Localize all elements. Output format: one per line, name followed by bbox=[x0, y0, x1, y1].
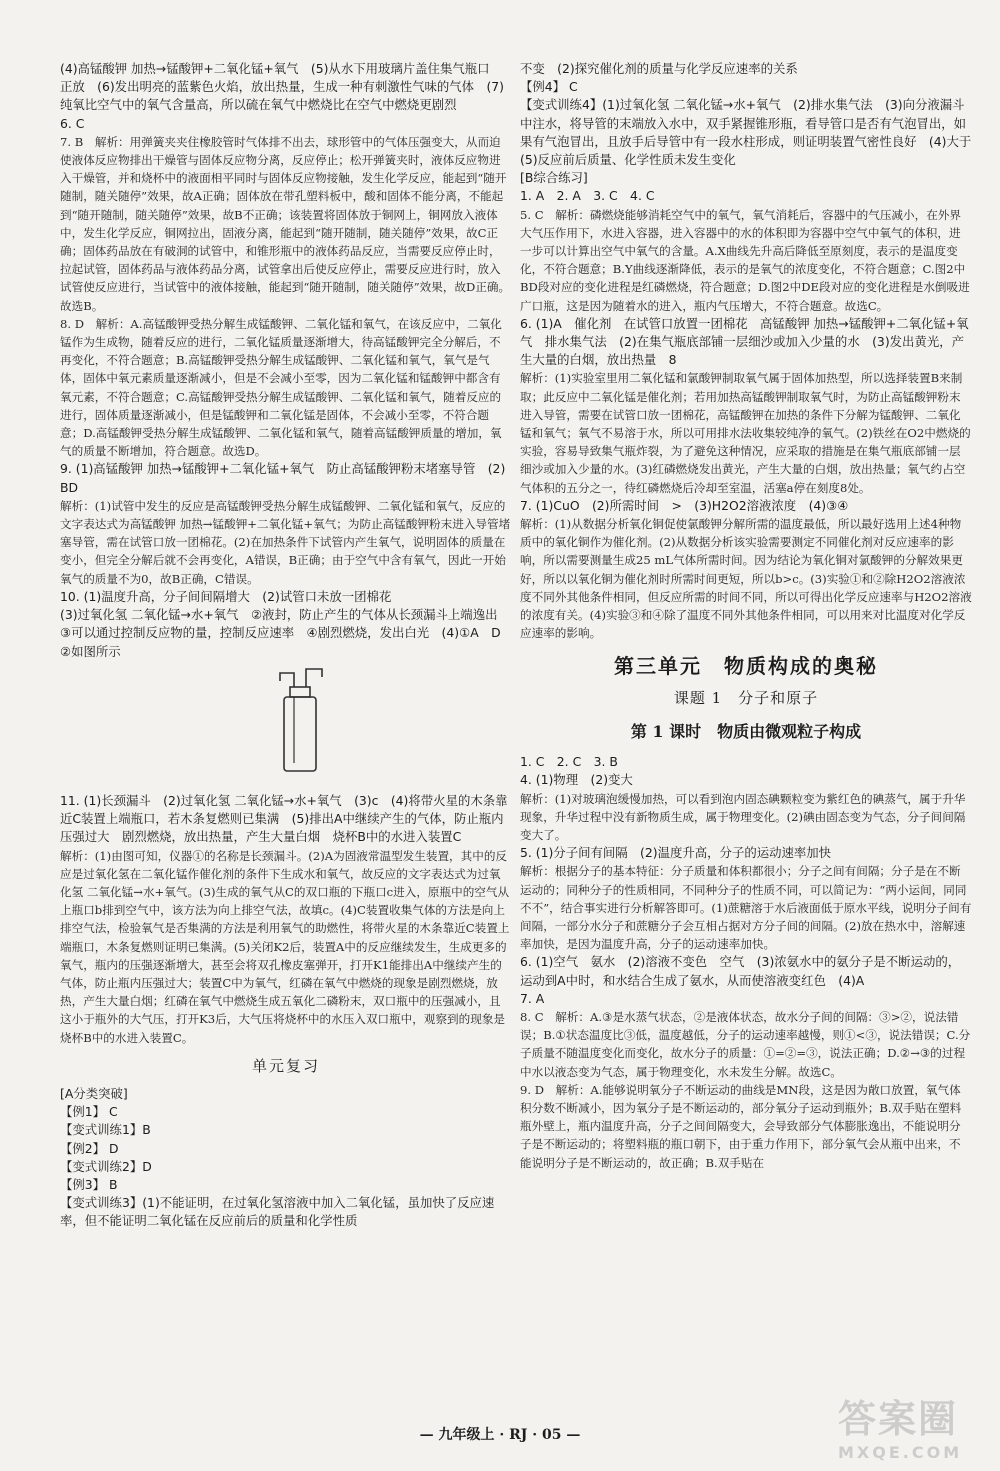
answer-4: 4. (1)物理 (2)变大 bbox=[520, 772, 633, 788]
answer-8: 8. C 解析：A.③是水蒸气状态，②是液体状态，故水分子间的间隔：③>②，说法错误；B.①状态温度比③低，温度越低，分子的运动速率越慢，则①<③，说法错误；C.分子质量不随温度变化而变化，故水分子的质量：①=②=③，说法正确；D.②→③的过程中水以液态变为气态，属于物理变化，水未发生分解。故选C。 bbox=[520, 1009, 971, 1079]
review-line: 【变式训练3】(1)不能证明，在过氧化氢溶液中加入二氧化锰，虽加快了反应速率，但不能证明二氧化锰在反应前后的质量和化学性质 bbox=[60, 1195, 495, 1229]
period-title: 第 1 课时 物质由微观粒子构成 bbox=[630, 721, 862, 741]
page-footer: — 九年级上 · RJ · 05 — bbox=[419, 1427, 581, 1443]
answer-4-explanation: 解析：(1)对玻璃泡缓慢加热，可以看到泡内固态碘颗粒变为紫红色的碘蒸气，属于升华现象，升华过程中没有新物质生成，属于物理变化。(2)碘由固态变为气态，分子间间隔变大了。 bbox=[520, 791, 966, 842]
answer-6: 6. C bbox=[60, 115, 85, 131]
review-line: 【变式训练2】D bbox=[60, 1158, 152, 1174]
answer-11: 11. (1)长颈漏斗 (2)过氧化氢 二氧化锰→水+氧气 (3)c (4)将带火星的木条靠近C装置上端瓶口，若木条复燃则已集满 (5)排出A中继续产生的气体，防止瓶内压强过大 剧烈燃烧，放出热量，产生大量白烟 烧杯B中的水进入装置C bbox=[60, 792, 508, 845]
answer-9: 9. D 解析：A.能够说明氧分子不断运动的曲线是MN段，这是因为敞口放置，氧气体积分数不断减小，因为氧分子是不断运动的，部分氧分子运动到瓶外；B.双手贴在塑料瓶外壁上，瓶内温度升高，分子之间间隔变大，会导致部分气体膨胀逸出，不能说明分子是不断运动的；将塑料瓶的瓶口朝下，由于重力作用下，部分氧气会从瓶中出来，不能说明分子是不断运动的，故正确；B.双手贴在 bbox=[520, 1082, 962, 1170]
review-line: 【例3】 B bbox=[60, 1176, 118, 1192]
answer-5: 5. C 解析：磷燃烧能够消耗空气中的氧气，氧气消耗后，容器中的气压减小，在外界大气压作用下，水进入容器，进入容器中的水的体积即为容器中空气中氧气的体积，进一步可以计算出空气中氧气的含量。A.X曲线先升高后降低至原刻度，表示的是温度变化，不符合题意；B.Y曲线逐渐降低，表示的是氧气的浓度变化，不符合题意；C.图2中BD段对应的变化进程是红磷燃烧，符合题意；D.图2中DE段对应的变化进程是水倒吸进广口瓶，这是因为随着水的进入，瓶内气压增大，不符合题意。故选C。 bbox=[520, 207, 970, 313]
answers-1-4: 1. A 2. A 3. C 4. C bbox=[520, 188, 655, 204]
review-line: [A分类突破] bbox=[60, 1085, 128, 1101]
answer-6-explanation: 解析：(1)实验室里用二氧化锰和氯酸钾制取氧气属于固体加热型，所以选择装置B来制取；此反应中二氧化锰是催化剂；若用加热高锰酸钾制取氧气时，为防止高锰酸钾粉末进入导管，需要在试管口放一团棉花，高锰酸钾在加热的条件下分解为锰酸钾、二氧化锰和氧气；氧气不易溶于水，所以可用排水法收集较纯净的氧气。(2)铁丝在O2中燃烧的实验，容易导致集气瓶炸裂，为了避免这种情况，应采取的措施是在集气瓶底部铺一层细沙或加入少量的水。(3)红磷燃烧发出黄光，产生大量的白烟，放出热量；氧气约占空气体积的五分之一，待红磷燃烧后冷却至室温，活塞a停在刻度8处。 bbox=[520, 371, 971, 495]
watermark-url: MXQE.COM bbox=[838, 1443, 963, 1462]
gas-bottle-diagram bbox=[270, 667, 330, 777]
review-line: 【变式训练1】B bbox=[60, 1122, 151, 1138]
example-4: 【例4】 C bbox=[520, 79, 578, 95]
answer-continuation: 不变 (2)探究催化剂的质量与化学反应速率的关系 bbox=[520, 61, 798, 76]
lesson-title: 课题 1 分子和原子 bbox=[673, 688, 819, 707]
answer-7: 7. (1)CuO (2)所需时间 > (3)H2O2溶液浓度 (4)③④ bbox=[520, 497, 849, 513]
left-column bbox=[60, 60, 512, 1231]
watermark-logo bbox=[838, 1388, 988, 1468]
answer-11-explanation: 解析：(1)由图可知，仪器①的名称是长颈漏斗。(2)A为固液常温型发生装置，其中的反应是过氧化氢在二氧化锰作催化剂的条件下生成水和氧气，故反应的文字表达式为过氧化氢 二氧化锰→水+氧气。(3)生成的氧气从C的双口瓶的下瓶口c进入，原瓶中的空气从上瓶口b排到空气中，该方法为向上排空气法，故填c。(4)C装置收集气体的方法是向上排空气法，检验氧气是否集满的方法是利用氧气的助燃性，将带火星的木条靠近C装置上端瓶口，木条复燃则证明已集满。(5)关闭K2后，装置A中的反应继续发生，生成更多的氧气，瓶内的压强逐渐增大，甚至会将双孔橡皮塞弹开，打开K1能排出A中继续产生的气体，防止瓶内压强过大；装置C中为氧气，红磷在氧气中燃烧的现象是剧烈燃烧，放热，产生大量白烟；红磷在氧气中燃烧生成五氧化二磷粉末，双口瓶中的压强减小，且这小于瓶外的大气压，打开K3后，大气压将烧杯中的水压入双口瓶中，观察到的现象是烧杯B中的水进入装置C。 bbox=[60, 848, 510, 1045]
answer-9-explanation: 解析：(1)试管中发生的反应是高锰酸钾受热分解生成锰酸钾、二氧化锰和氧气，反应的文字表达式为高锰酸钾 加热→锰酸钾+二氧化锰+氧气；为防止高锰酸钾粉末进入导管堵塞导管，需在试管口放一团棉花。(2)在加热条件下试管内产生氧气，说明固体的质量在变小，但完全分解后就不会再变化，A错误，B正确；由于空气中含有氧气，因此一开始氧气的质量不为0，故B正确，C错误。 bbox=[60, 498, 511, 586]
answer-7: 7. A bbox=[520, 990, 545, 1006]
unit-title: 第三单元 物质构成的奥秘 bbox=[614, 653, 878, 678]
watermark-text: 答案圈 bbox=[838, 1397, 959, 1441]
answer-5: 5. (1)分子间有间隔 (2)温度升高，分子的运动速率加快 bbox=[520, 845, 832, 861]
answer-7: 7. B 解析：用弹簧夹夹住橡胶管时气体排不出去，球形管中的气体压强变大，从而迫使液体反应物排出干燥管与固体反应物分离，反应停止；松开弹簧夹时，液体反应物进入干燥管，并和烧杯中的液面相平同时与固体反应物接触，发生化学反应，能起到“随开随制，随关随停”效果，故A正确；固体放在带孔塑料板中，酸和固体不能分离，不能起到“随开随制，随关随停”效果，故B不正确；该装置将固体放于铜网上，铜网放入液体中，发生化学反应，铜网拉出，固液分离，能起到“随开随制，随关随停”效果，故C正确；固体药品放在有破洞的试管中，和锥形瓶中的液体药品反应，当需要反应停止时，拉起试管，固体药品与液体药品分离，试管拿出后使反应停止，需要反应进行时，放入试管使反应进行，当试管中的液体接触，能起到“随开随制，随关随停”效果，故D正确。故选B。 bbox=[60, 134, 511, 313]
answer-5-explanation: 解析：根据分子的基本特征：分子质量和体积都很小；分子之间有间隔；分子是在不断运动的；同种分子的性质相同，不同种分子的性质不同，可以简记为：“两小运间，同同不不”，结合事实进行分析解答即可。(1)蔗糖溶于水后液面低于原水平线，说明分子间有间隔，一部分水分子和蔗糖分子会互相占据对方分子间的间隔。(2)放在热水中，溶解速率加快，是因为温度升高，分子的运动速率加快。 bbox=[520, 864, 972, 952]
answer-10: 10. (1)温度升高，分子间间隔增大 (2)试管口未放一团棉花 bbox=[60, 588, 392, 604]
answer-10-part3: (3)过氧化氢 二氧化锰→水+氧气 ②液封，防止产生的气体从长颈漏斗上端逸出 ③可以通过控制反应物的量，控制反应速率 ④剧烈燃烧，发出白光 (4)①A D ②如图所示 bbox=[60, 607, 514, 659]
variant-training-4: 【变式训练4】(1)过氧化氢 二氧化锰→水+氧气 (2)排水集气法 (3)向分液漏斗中注水，将导管的末端放入水中，双手紧握锥形瓶，看导管口是否有气泡冒出，如果有气泡冒出，且放手后导管中有一段水柱形成，则证明装置气密性良好 (4)大于 (5)反应前后质量、化学性质未发生变化 bbox=[520, 97, 984, 168]
answer-6: 6. (1)空气 氨水 (2)溶液不变色 空气 (3)浓氨水中的氨分子是不断运动的，运动到A中时，和水结合生成了氨水，从而使溶液变红色 (4)A bbox=[520, 954, 961, 988]
review-line: 【例2】 D bbox=[60, 1140, 119, 1156]
answer-6: 6. (1)A 催化剂 在试管口放置一团棉花 高锰酸钾 加热→锰酸钾+二氧化锰+氧气 排水集气法 (2)在集气瓶底部铺一层细沙或加入少量的水 (3)发出黄光，产生大量的白烟，放出热量 8 bbox=[520, 315, 969, 368]
unit-review-heading: 单元复习 bbox=[251, 1056, 320, 1075]
review-line: 【例1】 C bbox=[60, 1104, 118, 1120]
answers-1-3: 1. C 2. C 3. B bbox=[520, 754, 618, 770]
answer-9: 9. (1)高锰酸钾 加热→锰酸钾+二氧化锰+氧气 防止高锰酸钾粉末堵塞导管 (2)BD bbox=[60, 461, 506, 495]
answer-7-explanation: 解析：(1)从数据分析氧化铜促使氯酸钾分解所需的温度最低，所以最好选用上述4种物质中的氧化铜作为催化剂。(2)从数据分析该实验需要测定不同催化剂对反应速率的影响，所以需要测量生成25 mL气体所需时间。因为结论为氧化铜对氯酸钾的分解效果更好，所以以氧化铜为催化剂时所需时间更短，所以b>c。(3)实验①和②除H2O2溶液浓度不同外其他条件相同，但反应所需的时间不同，所以可得出化学反应速率与H2O2溶液的浓度有关。(4)实验③和④除了温度不同外其他条件相同，可以用来对比温度对化学反应速率的影响。 bbox=[520, 517, 972, 641]
right-column bbox=[520, 60, 984, 1172]
answer-8: 8. D 解析：A.高锰酸钾受热分解生成锰酸钾、二氧化锰和氧气，在该反应中，二氧化锰作为生成物，随着反应的进行，二氧化锰质量逐渐增大，待高锰酸钾完全分解后，不再变化，不符合题意；B.高锰酸钾受热分解生成锰酸钾、二氧化锰和氧气，氧气是气体，固体中氧元素质量逐渐减小，但是不会减小至零，因为二氧化锰和锰酸钾中都含有氧元素，不符合题意；C.高锰酸钾受热分解生成锰酸钾、二氧化锰和氧气，随着反应的进行，固体质量逐渐减小，但是锰酸钾和二氧化锰是固体，不会减小至零，不符合题意；D.高锰酸钾受热分解生成锰酸钾、二氧化锰和氧气，随着高锰酸钾质量的增加，氧气的质量不断增加，符合题意。故选D。 bbox=[60, 316, 502, 459]
section-b-label: [B综合练习] bbox=[520, 170, 588, 186]
answer-block: (4)高锰酸钾 加热→锰酸钾+二氧化锰+氧气 (5)从水下用玻璃片盖住集气瓶口 正放 (6)发出明亮的蓝紫色火焰，放出热量，生成一种有刺激性气味的气体 (7)纯氧比空气中的氧气含量高，所以硫在氧气中燃烧比在空气中燃烧更剧烈 bbox=[60, 61, 504, 113]
